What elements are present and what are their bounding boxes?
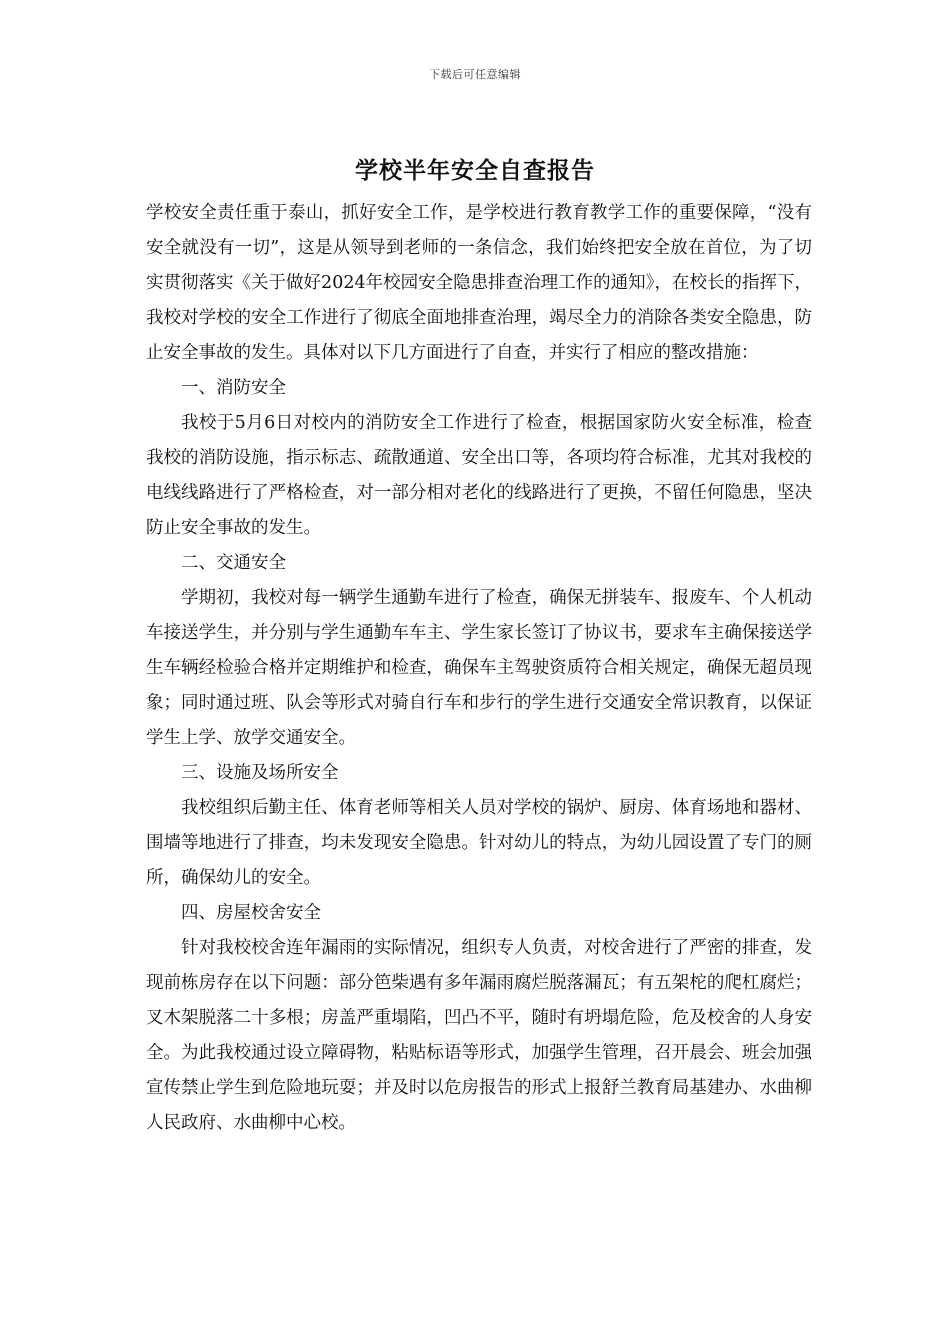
document-title: 学校半年安全自查报告 bbox=[355, 157, 595, 184]
section-text-fire: 我校于5月6日对校内的消防安全工作进行了检查，根据国家防火安全标准，检查我校的消防设施，指示标志、疏散通道、安全出口等，各项均符合标准，尤其对我校的电线线路进行了严格检查，对一部分相对老化的线路进行了更换，不留任何隐患，坚决防止安全事故的发生。 bbox=[146, 413, 812, 538]
section-heading-facilities: 三、设施及场所安全 bbox=[181, 763, 339, 783]
download-note: 下载后可任意编辑 bbox=[429, 68, 521, 81]
section-text-traffic: 学期初，我校对每一辆学生通勤车进行了检查，确保无拼装车、报废车、个人机动车接送学生，并分别与学生通勤车车主、学生家长签订了协议书，要求车主确保接送学生车辆经检验合格并定期维护和检查，确保车主驾驶资质符合相关规定，确保无超员现象；同时通过班、队会等形式对骑自行车和步行的学生进行交通安全常识教育，以保证学生上学、放学交通安全。 bbox=[146, 588, 812, 748]
section-heading-fire: 一、消防安全 bbox=[181, 378, 286, 398]
section-heading-traffic: 二、交通安全 bbox=[181, 553, 286, 573]
document-body bbox=[146, 196, 812, 1141]
intro-paragraph: 学校安全责任重于泰山，抓好安全工作，是学校进行教育教学工作的重要保障，“没有安全就没有一切”，这是从领导到老师的一条信念，我们始终把安全放在首位，为了切实贯彻落实《关于做好2024年校园安全隐患排查治理工作的通知》，在校长的指挥下，我校对学校的安全工作进行了彻底全面地排查治理，竭尽全力的消除各类安全隐患，防止安全事故的发生。具体对以下几方面进行了自查，并实行了相应的整改措施： bbox=[146, 203, 812, 363]
section-text-facilities: 我校组织后勤主任、体育老师等相关人员对学校的锅炉、厨房、体育场地和器材、围墙等地进行了排查，均未发现安全隐患。针对幼儿的特点，为幼儿园设置了专门的厕所，确保幼儿的安全。 bbox=[146, 798, 812, 888]
section-text-buildings: 针对我校校舍连年漏雨的实际情况，组织专人负责，对校舍进行了严密的排查，发现前栋房存在以下问题：部分笆柴遇有多年漏雨腐烂脱落漏瓦；有五架柁的爬杠腐烂；叉木架脱落二十多根；房盖严重塌陷，凹凸不平，随时有坍塌危险，危及校舍的人身安全。为此我校通过设立障碍物，粘贴标语等形式，加强学生管理，召开晨会、班会加强宣传禁止学生到危险地玩耍；并及时以危房报告的形式上报舒兰教育局基建办、水曲柳人民政府、水曲柳中心校。 bbox=[146, 938, 812, 1133]
section-heading-buildings: 四、房屋校舍安全 bbox=[181, 903, 321, 923]
